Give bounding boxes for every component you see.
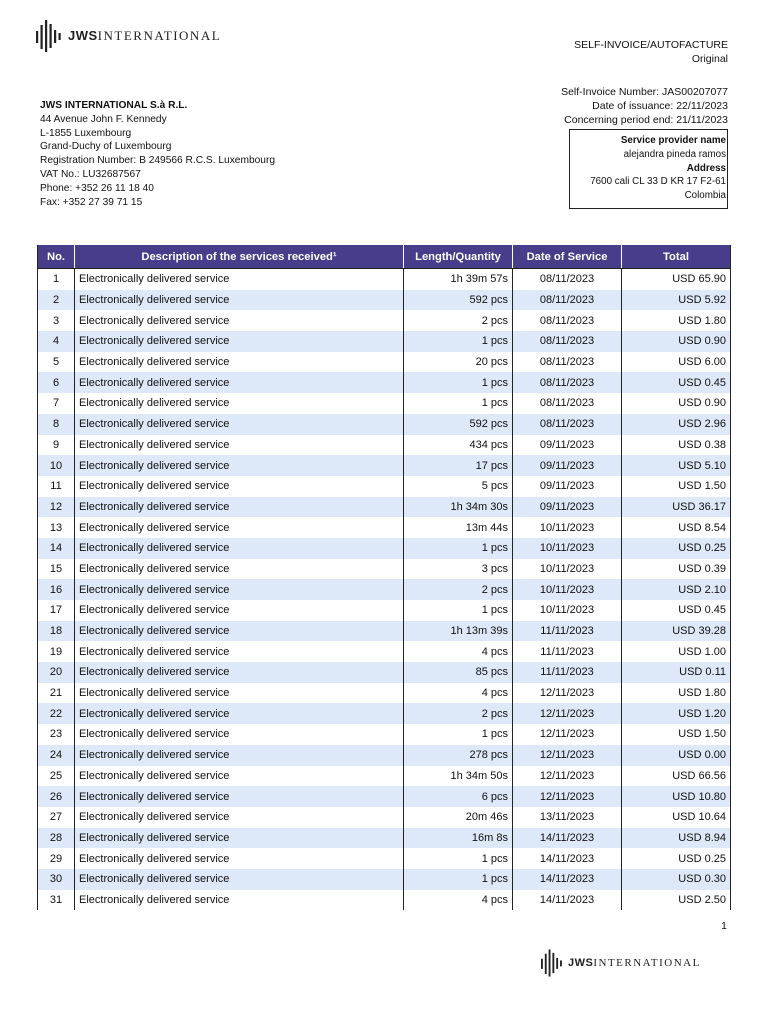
row-length-quantity: 1h 13m 39s bbox=[404, 621, 513, 642]
row-date: 08/11/2023 bbox=[513, 352, 622, 373]
table-header-row bbox=[38, 245, 731, 269]
row-number: 20 bbox=[38, 662, 75, 683]
row-description: Electronically delivered service bbox=[75, 476, 404, 497]
invoice-meta bbox=[561, 85, 728, 128]
row-date: 14/11/2023 bbox=[513, 869, 622, 890]
row-length-quantity: 16m 8s bbox=[404, 828, 513, 849]
row-total: USD 1.50 bbox=[622, 724, 731, 745]
footer-logo-wordmark: JWSINTERNATIONAL bbox=[568, 957, 701, 969]
provider-name: alejandra pineda ramos bbox=[623, 148, 726, 160]
row-length-quantity: 4 pcs bbox=[404, 890, 513, 911]
row-number: 31 bbox=[38, 890, 75, 911]
header-total: Total bbox=[622, 245, 731, 269]
row-number: 17 bbox=[38, 600, 75, 621]
row-number: 26 bbox=[38, 786, 75, 807]
row-length-quantity: 4 pcs bbox=[404, 683, 513, 704]
row-date: 10/11/2023 bbox=[513, 559, 622, 580]
row-date: 08/11/2023 bbox=[513, 414, 622, 435]
row-date: 10/11/2023 bbox=[513, 517, 622, 538]
header-no: No. bbox=[38, 245, 75, 269]
row-description: Electronically delivered service bbox=[75, 290, 404, 311]
row-description: Electronically delivered service bbox=[75, 331, 404, 352]
row-number: 29 bbox=[38, 848, 75, 869]
row-number: 30 bbox=[38, 869, 75, 890]
table-row bbox=[38, 559, 731, 580]
row-length-quantity: 434 pcs bbox=[404, 435, 513, 456]
row-description: Electronically delivered service bbox=[75, 393, 404, 414]
row-date: 08/11/2023 bbox=[513, 393, 622, 414]
row-date: 14/11/2023 bbox=[513, 828, 622, 849]
row-description: Electronically delivered service bbox=[75, 621, 404, 642]
table-row bbox=[38, 766, 731, 787]
row-length-quantity: 5 pcs bbox=[404, 476, 513, 497]
row-length-quantity: 2 pcs bbox=[404, 703, 513, 724]
table-row bbox=[38, 745, 731, 766]
row-total: USD 0.25 bbox=[622, 538, 731, 559]
row-date: 08/11/2023 bbox=[513, 310, 622, 331]
row-number: 21 bbox=[38, 683, 75, 704]
row-number: 9 bbox=[38, 435, 75, 456]
row-date: 10/11/2023 bbox=[513, 538, 622, 559]
document-title: SELF-INVOICE/AUTOFACTURE bbox=[574, 39, 728, 51]
row-total: USD 8.94 bbox=[622, 828, 731, 849]
company-name: JWS INTERNATIONAL S.à R.L. bbox=[40, 100, 188, 111]
row-total: USD 0.90 bbox=[622, 393, 731, 414]
document-type bbox=[574, 38, 728, 66]
table-row bbox=[38, 600, 731, 621]
table-row bbox=[38, 290, 731, 311]
table-row bbox=[38, 497, 731, 518]
row-number: 10 bbox=[38, 455, 75, 476]
row-description: Electronically delivered service bbox=[75, 538, 404, 559]
row-total: USD 0.25 bbox=[622, 848, 731, 869]
row-total: USD 2.96 bbox=[622, 414, 731, 435]
row-total: USD 2.10 bbox=[622, 579, 731, 600]
row-date: 12/11/2023 bbox=[513, 766, 622, 787]
row-total: USD 0.38 bbox=[622, 435, 731, 456]
logo-wordmark: JWSINTERNATIONAL bbox=[68, 28, 222, 43]
header-date-of-service: Date of Service bbox=[513, 245, 622, 269]
row-description: Electronically delivered service bbox=[75, 724, 404, 745]
row-number: 11 bbox=[38, 476, 75, 497]
row-description: Electronically delivered service bbox=[75, 869, 404, 890]
row-date: 12/11/2023 bbox=[513, 786, 622, 807]
row-description: Electronically delivered service bbox=[75, 703, 404, 724]
document-copy-label: Original bbox=[691, 53, 728, 65]
invoice-number: Self-Invoice Number: JAS00207077 bbox=[561, 86, 728, 98]
row-total: USD 1.00 bbox=[622, 641, 731, 662]
row-description: Electronically delivered service bbox=[75, 372, 404, 393]
row-length-quantity: 2 pcs bbox=[404, 310, 513, 331]
row-date: 13/11/2023 bbox=[513, 807, 622, 828]
row-number: 8 bbox=[38, 414, 75, 435]
row-description: Electronically delivered service bbox=[75, 559, 404, 580]
row-number: 24 bbox=[38, 745, 75, 766]
table-row bbox=[38, 476, 731, 497]
company-street: 44 Avenue John F. Kennedy bbox=[40, 113, 167, 125]
row-length-quantity: 1 pcs bbox=[404, 538, 513, 559]
row-description: Electronically delivered service bbox=[75, 269, 404, 290]
row-number: 4 bbox=[38, 331, 75, 352]
row-number: 28 bbox=[38, 828, 75, 849]
row-total: USD 0.39 bbox=[622, 559, 731, 580]
table-row bbox=[38, 310, 731, 331]
row-total: USD 66.56 bbox=[622, 766, 731, 787]
row-number: 3 bbox=[38, 310, 75, 331]
row-number: 2 bbox=[38, 290, 75, 311]
table-row bbox=[38, 269, 731, 290]
table-row bbox=[38, 890, 731, 911]
row-total: USD 39.28 bbox=[622, 621, 731, 642]
row-date: 12/11/2023 bbox=[513, 724, 622, 745]
row-length-quantity: 2 pcs bbox=[404, 579, 513, 600]
row-total: USD 2.50 bbox=[622, 890, 731, 911]
table-row bbox=[38, 683, 731, 704]
row-number: 1 bbox=[38, 269, 75, 290]
row-description: Electronically delivered service bbox=[75, 414, 404, 435]
row-total: USD 0.45 bbox=[622, 600, 731, 621]
row-number: 19 bbox=[38, 641, 75, 662]
row-length-quantity: 17 pcs bbox=[404, 455, 513, 476]
row-description: Electronically delivered service bbox=[75, 848, 404, 869]
row-description: Electronically delivered service bbox=[75, 828, 404, 849]
logo-bars-icon bbox=[541, 949, 563, 977]
row-number: 25 bbox=[38, 766, 75, 787]
row-length-quantity: 1 pcs bbox=[404, 724, 513, 745]
table-row bbox=[38, 393, 731, 414]
row-description: Electronically delivered service bbox=[75, 517, 404, 538]
row-length-quantity: 1h 39m 57s bbox=[404, 269, 513, 290]
row-length-quantity: 20 pcs bbox=[404, 352, 513, 373]
row-length-quantity: 1 pcs bbox=[404, 848, 513, 869]
row-total: USD 1.80 bbox=[622, 310, 731, 331]
table-row bbox=[38, 331, 731, 352]
company-country: Grand-Duchy of Luxembourg bbox=[40, 141, 172, 153]
row-total: USD 6.00 bbox=[622, 352, 731, 373]
row-description: Electronically delivered service bbox=[75, 310, 404, 331]
row-length-quantity: 1 pcs bbox=[404, 331, 513, 352]
row-description: Electronically delivered service bbox=[75, 683, 404, 704]
row-date: 09/11/2023 bbox=[513, 435, 622, 456]
invoice-period-end: Concerning period end: 21/11/2023 bbox=[564, 114, 728, 127]
row-length-quantity: 278 pcs bbox=[404, 745, 513, 766]
services-table bbox=[37, 245, 731, 910]
row-total: USD 36.17 bbox=[622, 497, 731, 518]
row-number: 27 bbox=[38, 807, 75, 828]
table-row bbox=[38, 703, 731, 724]
provider-name-label: Service provider name bbox=[620, 135, 726, 146]
row-description: Electronically delivered service bbox=[75, 497, 404, 518]
table-row bbox=[38, 372, 731, 393]
company-phone: Phone: +352 26 11 18 40 bbox=[40, 182, 154, 194]
page-number: 1 bbox=[721, 920, 727, 932]
header-description: Description of the services received¹ bbox=[75, 245, 404, 269]
table-row bbox=[38, 538, 731, 559]
row-number: 5 bbox=[38, 352, 75, 373]
table-row bbox=[38, 869, 731, 890]
row-number: 23 bbox=[38, 724, 75, 745]
row-length-quantity: 1 pcs bbox=[404, 869, 513, 890]
invoice-issue-date: Date of issuance: 22/11/2023 bbox=[592, 100, 728, 113]
row-number: 15 bbox=[38, 559, 75, 580]
row-number: 14 bbox=[38, 538, 75, 559]
row-date: 12/11/2023 bbox=[513, 745, 622, 766]
row-description: Electronically delivered service bbox=[75, 786, 404, 807]
row-number: 18 bbox=[38, 621, 75, 642]
row-total: USD 0.11 bbox=[622, 662, 731, 683]
company-vat: VAT No.: LU32687567 bbox=[40, 168, 141, 180]
row-description: Electronically delivered service bbox=[75, 662, 404, 683]
row-total: USD 0.90 bbox=[622, 331, 731, 352]
row-date: 09/11/2023 bbox=[513, 497, 622, 518]
row-total: USD 5.92 bbox=[622, 290, 731, 311]
row-description: Electronically delivered service bbox=[75, 641, 404, 662]
row-number: 22 bbox=[38, 703, 75, 724]
table-row bbox=[38, 435, 731, 456]
row-total: USD 10.80 bbox=[622, 786, 731, 807]
row-date: 11/11/2023 bbox=[513, 641, 622, 662]
table-row bbox=[38, 352, 731, 373]
row-date: 10/11/2023 bbox=[513, 579, 622, 600]
row-length-quantity: 1 pcs bbox=[404, 372, 513, 393]
row-total: USD 1.50 bbox=[622, 476, 731, 497]
row-length-quantity: 1 pcs bbox=[404, 600, 513, 621]
table-row bbox=[38, 414, 731, 435]
table-body bbox=[38, 269, 731, 911]
row-description: Electronically delivered service bbox=[75, 890, 404, 911]
row-date: 08/11/2023 bbox=[513, 372, 622, 393]
provider-address-line1: 7600 cali CL 33 D KR 17 F2-61 bbox=[590, 176, 726, 188]
header-length-quantity: Length/Quantity bbox=[404, 245, 513, 269]
footer-logo bbox=[541, 949, 701, 977]
row-length-quantity: 6 pcs bbox=[404, 786, 513, 807]
row-length-quantity: 20m 46s bbox=[404, 807, 513, 828]
provider-address-line2: Colombia bbox=[684, 190, 726, 202]
row-date: 11/11/2023 bbox=[513, 621, 622, 642]
row-date: 14/11/2023 bbox=[513, 848, 622, 869]
row-total: USD 1.20 bbox=[622, 703, 731, 724]
table-row bbox=[38, 786, 731, 807]
row-length-quantity: 1h 34m 50s bbox=[404, 766, 513, 787]
row-description: Electronically delivered service bbox=[75, 600, 404, 621]
row-total: USD 8.54 bbox=[622, 517, 731, 538]
row-date: 09/11/2023 bbox=[513, 476, 622, 497]
row-description: Electronically delivered service bbox=[75, 766, 404, 787]
row-length-quantity: 3 pcs bbox=[404, 559, 513, 580]
row-total: USD 0.00 bbox=[622, 745, 731, 766]
row-length-quantity: 13m 44s bbox=[404, 517, 513, 538]
row-number: 16 bbox=[38, 579, 75, 600]
table-row bbox=[38, 828, 731, 849]
row-date: 12/11/2023 bbox=[513, 703, 622, 724]
row-total: USD 0.45 bbox=[622, 372, 731, 393]
row-number: 12 bbox=[38, 497, 75, 518]
row-total: USD 10.64 bbox=[622, 807, 731, 828]
row-number: 6 bbox=[38, 372, 75, 393]
table-row bbox=[38, 455, 731, 476]
row-date: 10/11/2023 bbox=[513, 600, 622, 621]
row-description: Electronically delivered service bbox=[75, 745, 404, 766]
row-total: USD 0.30 bbox=[622, 869, 731, 890]
row-total: USD 5.10 bbox=[622, 455, 731, 476]
row-description: Electronically delivered service bbox=[75, 352, 404, 373]
row-description: Electronically delivered service bbox=[75, 807, 404, 828]
table-row bbox=[38, 579, 731, 600]
company-fax: Fax: +352 27 39 71 15 bbox=[40, 196, 143, 208]
row-date: 08/11/2023 bbox=[513, 269, 622, 290]
row-length-quantity: 85 pcs bbox=[404, 662, 513, 683]
table-row bbox=[38, 641, 731, 662]
table-row bbox=[38, 724, 731, 745]
provider-address-label: Address bbox=[686, 162, 726, 174]
row-length-quantity: 1 pcs bbox=[404, 393, 513, 414]
row-length-quantity: 4 pcs bbox=[404, 641, 513, 662]
row-length-quantity: 1h 34m 30s bbox=[404, 497, 513, 518]
table-row bbox=[38, 517, 731, 538]
row-description: Electronically delivered service bbox=[75, 579, 404, 600]
row-number: 13 bbox=[38, 517, 75, 538]
company-postal-city: L-1855 Luxembourg bbox=[40, 127, 132, 139]
row-length-quantity: 592 pcs bbox=[404, 290, 513, 311]
row-date: 12/11/2023 bbox=[513, 683, 622, 704]
row-date: 09/11/2023 bbox=[513, 455, 622, 476]
row-date: 08/11/2023 bbox=[513, 290, 622, 311]
company-address-block bbox=[40, 99, 275, 209]
table-row bbox=[38, 807, 731, 828]
table-row bbox=[38, 848, 731, 869]
row-number: 7 bbox=[38, 393, 75, 414]
row-date: 08/11/2023 bbox=[513, 331, 622, 352]
row-description: Electronically delivered service bbox=[75, 455, 404, 476]
table-row bbox=[38, 621, 731, 642]
row-total: USD 1.80 bbox=[622, 683, 731, 704]
company-registration: Registration Number: B 249566 R.C.S. Luxembourg bbox=[40, 155, 275, 167]
row-total: USD 65.90 bbox=[622, 269, 731, 290]
row-length-quantity: 592 pcs bbox=[404, 414, 513, 435]
service-provider-box bbox=[569, 129, 728, 209]
row-date: 14/11/2023 bbox=[513, 890, 622, 911]
company-logo bbox=[36, 20, 221, 52]
logo-bars-icon bbox=[36, 20, 62, 52]
row-description: Electronically delivered service bbox=[75, 435, 404, 456]
table-row bbox=[38, 662, 731, 683]
row-date: 11/11/2023 bbox=[513, 662, 622, 683]
